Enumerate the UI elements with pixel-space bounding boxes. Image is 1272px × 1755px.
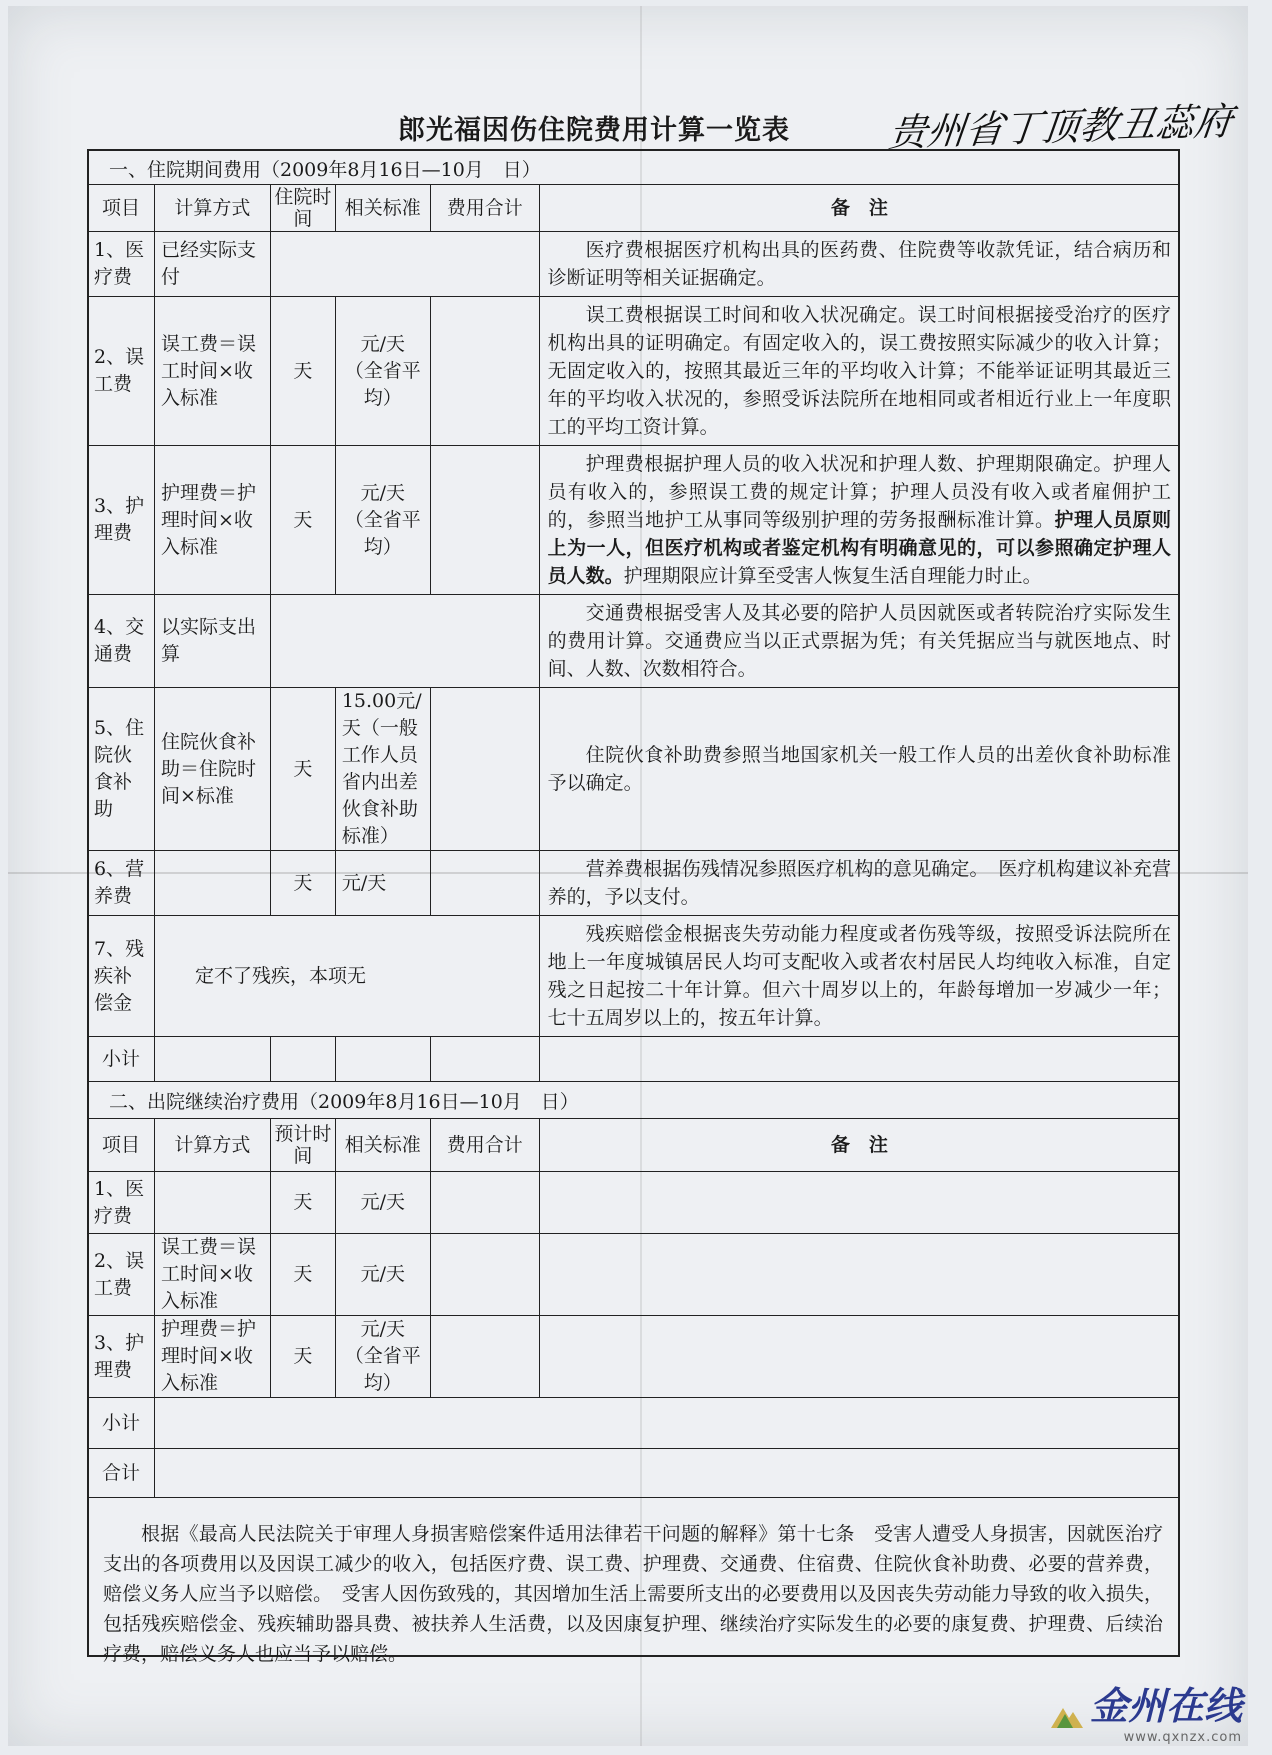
row-total bbox=[430, 1316, 539, 1398]
row-total bbox=[430, 688, 539, 851]
row-time: 天 bbox=[270, 446, 335, 595]
section2-table bbox=[87, 1118, 1180, 1498]
row-note bbox=[539, 446, 1179, 595]
row-method: 以实际支出算 bbox=[154, 595, 270, 688]
header-total: 费用合计 bbox=[430, 1119, 539, 1172]
legal-basis-paragraph: 根据《最高人民法院关于审理人身损害赔偿案件适用法律若干问题的解释》第十七条 受害人遭受人身损害，因就医治疗支出的各项费用以及因误工减少的收入，包括医疗费、误工费、护理费、交通费、住宿费、住院伙食补助费、必要的营养费，赔偿义务人应当予以赔偿。 受害人因伤致残的，其因增加生活上需要所支出的必要费用以及因丧失劳动能力导致的收入损失，包括残疾赔偿金、残疾辅助器具费、被扶养人生活费，以及因康复护理、继续治疗实际发生的必要的康复费、护理费、后续治疗费，赔偿义务人也应当予以赔偿。 bbox=[103, 1523, 1163, 1665]
row-note bbox=[539, 1037, 1179, 1082]
row-blank bbox=[270, 232, 539, 297]
header-note: 备 注 bbox=[539, 185, 1179, 232]
row-total bbox=[430, 446, 539, 595]
row-method bbox=[154, 1172, 270, 1234]
section1-title: 一、住院期间费用（2009年8月16日—10月 日） bbox=[109, 159, 541, 181]
header-time: 预计时间 bbox=[270, 1119, 335, 1172]
section2-title: 二、出院继续治疗费用（2009年8月16日—10月 日） bbox=[109, 1091, 579, 1113]
row-item: 3、护理费 bbox=[88, 1316, 155, 1398]
table-row bbox=[88, 446, 1180, 595]
row-standard: 元/天 bbox=[335, 1172, 430, 1234]
table-row bbox=[88, 916, 1180, 1037]
row-time: 天 bbox=[270, 688, 335, 851]
row-blank bbox=[270, 595, 539, 688]
table-row bbox=[88, 851, 1180, 916]
row-time: 天 bbox=[270, 1172, 335, 1234]
table-row bbox=[88, 1234, 1180, 1316]
table-row bbox=[88, 1172, 1180, 1234]
row-standard: 15.00元/天（一般工作人员省内出差伙食补助标准） bbox=[335, 688, 430, 851]
row-standard: 元/天 bbox=[335, 851, 430, 916]
table-header-row bbox=[88, 185, 1180, 232]
row-total bbox=[430, 1037, 539, 1082]
header-standard: 相关标准 bbox=[335, 185, 430, 232]
row-method: 误工费＝误工时间×收入标准 bbox=[154, 297, 270, 446]
row-total bbox=[430, 1234, 539, 1316]
row-method bbox=[154, 851, 270, 916]
table-row bbox=[88, 1449, 1180, 1498]
row-item: 小计 bbox=[88, 1037, 155, 1082]
row-item: 1、医疗费 bbox=[88, 232, 155, 297]
note-part: 护理期限应计算至受害人恢复生活自理能力时止。 bbox=[623, 565, 1042, 587]
row-note bbox=[539, 1316, 1179, 1398]
table-row bbox=[88, 232, 1180, 297]
table-row bbox=[88, 1398, 1180, 1449]
row-blank bbox=[154, 1398, 1179, 1449]
watermark-name: 金州在线 bbox=[1089, 1684, 1242, 1728]
row-note: 医疗费根据医疗机构出具的医药费、住院费等收款凭证，结合病历和诊断证明等相关证据确定。 bbox=[539, 232, 1179, 297]
row-method: 护理费＝护理时间×收入标准 bbox=[154, 1316, 270, 1398]
row-item: 小计 bbox=[88, 1398, 155, 1449]
header-method: 计算方式 bbox=[154, 1119, 270, 1172]
row-time: 天 bbox=[270, 851, 335, 916]
note-part: 护理费根据护理人员的收入状况和护理人数、护理期限确定。护理人员有收入的，参照误工费的规定计算；护理人员没有收入或者雇佣护工的，参照当地护工从事同等级别护理的劳务报酬标准计算。 bbox=[547, 453, 1171, 531]
row-note: 残疾赔偿金根据丧失劳动能力程度或者伤残等级，按照受诉法院所在地上一年度城镇居民人均可支配收入或者农村居民人均纯收入标准，自定残之日起按二十年计算。但六十周岁以上的，年龄每增加一岁减少一年；七十五周岁以上的，按五年计算。 bbox=[539, 916, 1179, 1037]
header-item: 项目 bbox=[88, 1119, 155, 1172]
row-standard: 元/天 bbox=[335, 1234, 430, 1316]
row-total bbox=[430, 297, 539, 446]
watermark-url: www.qxnzx.com bbox=[1123, 1730, 1242, 1745]
row-method: 误工费＝误工时间×收入标准 bbox=[154, 1234, 270, 1316]
row-standard: 元/天（全省平均） bbox=[335, 1316, 430, 1398]
row-note: 误工费根据误工时间和收入状况确定。误工时间根据接受治疗的医疗机构出具的证明确定。有固定收入的，误工费按照实际减少的收入计算；无固定收入的，按照其最近三年的平均收入计算；不能举证证明其最近三年的平均收入状况的，参照受诉法院所在地相同或者相近行业上一年度职工的平均工资计算。 bbox=[539, 297, 1179, 446]
row-blank bbox=[154, 1449, 1179, 1498]
row-standard bbox=[335, 1037, 430, 1082]
section1-table bbox=[87, 184, 1180, 1082]
table-row bbox=[88, 297, 1180, 446]
site-watermark bbox=[1049, 1675, 1242, 1745]
note-emphasis: 护理人员原则上为一人，但医疗机构或者鉴定机构有明确意见的，可以参照确定护理人员人数。 bbox=[547, 509, 1171, 587]
row-item: 合计 bbox=[88, 1449, 155, 1498]
row-time: 天 bbox=[270, 1234, 335, 1316]
header-method: 计算方式 bbox=[154, 185, 270, 232]
row-note: 营养费根据伤残情况参照医疗机构的意见确定。 医疗机构建议补充营养的，予以支付。 bbox=[539, 851, 1179, 916]
row-item: 2、误工费 bbox=[88, 1234, 155, 1316]
row-note bbox=[539, 1234, 1179, 1316]
header-total: 费用合计 bbox=[430, 185, 539, 232]
form-frame bbox=[87, 149, 1180, 1665]
table-row bbox=[88, 688, 1180, 851]
row-item: 2、误工费 bbox=[88, 297, 155, 446]
row-item: 4、交通费 bbox=[88, 595, 155, 688]
row-time: 天 bbox=[270, 297, 335, 446]
header-note: 备 注 bbox=[539, 1119, 1179, 1172]
row-item: 6、营养费 bbox=[88, 851, 155, 916]
logo-icon bbox=[1049, 1702, 1085, 1730]
table-row bbox=[88, 1037, 1180, 1082]
row-note bbox=[539, 1172, 1179, 1234]
header-standard: 相关标准 bbox=[335, 1119, 430, 1172]
row-method: 已经实际支付 bbox=[154, 232, 270, 297]
row-item: 7、残疾补偿金 bbox=[88, 916, 155, 1037]
handwritten-note: 贵州省丁顶教丑蕊府 bbox=[886, 99, 1235, 155]
document-title: 郎光福因伤住院费用计算一览表 bbox=[398, 115, 790, 146]
row-item: 3、护理费 bbox=[88, 446, 155, 595]
row-method: 住院伙食补助＝住院时间×标准 bbox=[154, 688, 270, 851]
row-method bbox=[154, 1037, 270, 1082]
row-method: 护理费＝护理时间×收入标准 bbox=[154, 446, 270, 595]
table-header-row bbox=[88, 1119, 1180, 1172]
row-item: 5、住院伙食补助 bbox=[88, 688, 155, 851]
row-item: 1、医疗费 bbox=[88, 1172, 155, 1234]
row-standard: 元/天（全省平均） bbox=[335, 297, 430, 446]
row-total bbox=[430, 1172, 539, 1234]
header-time: 住院时间 bbox=[270, 185, 335, 232]
header-item: 项目 bbox=[88, 185, 155, 232]
table-row bbox=[88, 1316, 1180, 1398]
row-standard: 元/天（全省平均） bbox=[335, 446, 430, 595]
table-row bbox=[88, 595, 1180, 688]
row-time bbox=[270, 1037, 335, 1082]
row-method: 定不了残疾，本项无 bbox=[154, 916, 539, 1037]
row-note: 住院伙食补助费参照当地国家机关一般工作人员的出差伙食补助标准予以确定。 bbox=[539, 688, 1179, 851]
row-total bbox=[430, 851, 539, 916]
row-time: 天 bbox=[270, 1316, 335, 1398]
row-note: 交通费根据受害人及其必要的陪护人员因就医或者转院治疗实际发生的费用计算。交通费应当以正式票据为凭；有关凭据应当与就医地点、时间、人数、次数相符合。 bbox=[539, 595, 1179, 688]
